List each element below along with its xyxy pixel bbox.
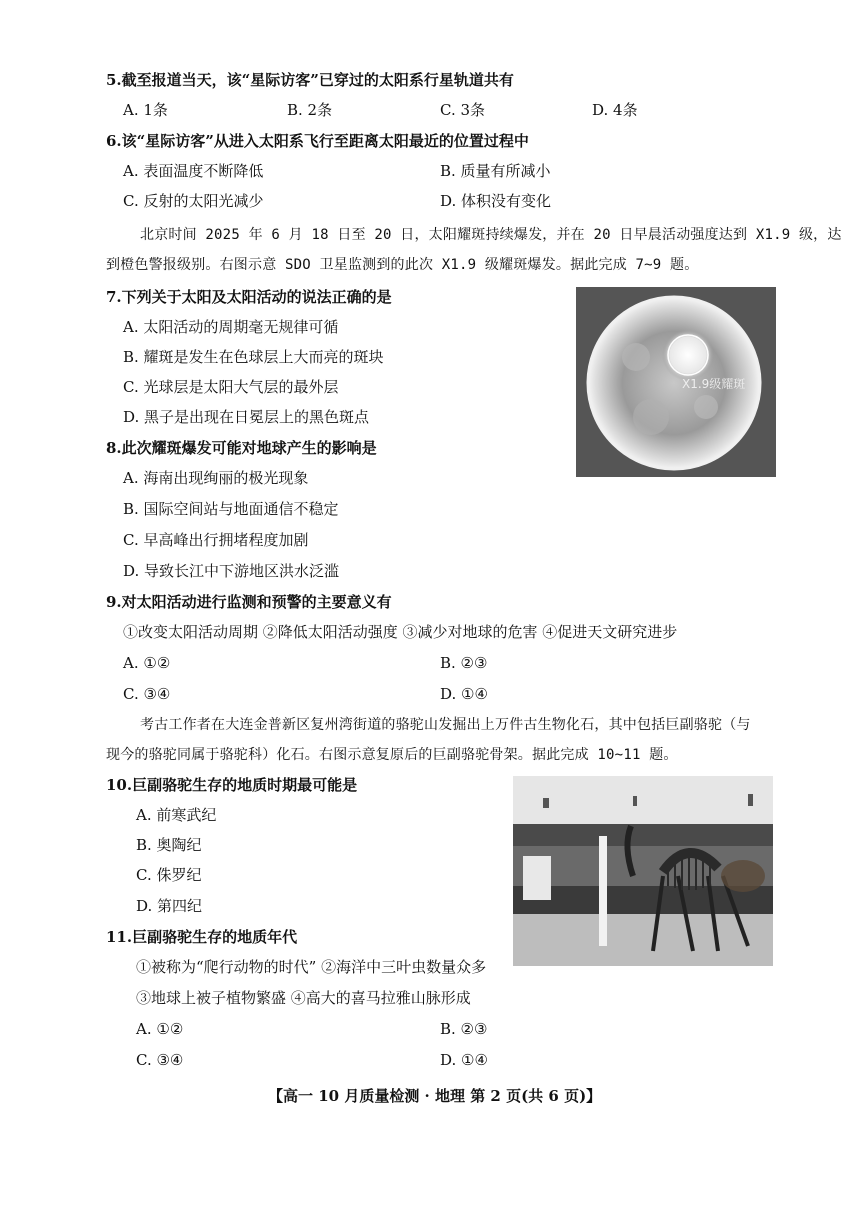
q10-option-b: B. 奥陶纪	[136, 836, 202, 854]
q7-option-d: D. 黑子是出现在日冕层上的黑色斑点	[123, 408, 370, 426]
page-footer: 【高一 10 月质量检测 · 地理 第 2 页(共 6 页)】	[268, 1087, 602, 1105]
q8-option-c: C. 早高峰出行拥堵程度加剧	[123, 531, 309, 549]
q10-option-d: D. 第四纪	[136, 897, 203, 915]
q7-option-c: C. 光球层是太阳大气层的最外层	[123, 378, 339, 396]
q11-option-a: A. ①②	[136, 1020, 184, 1038]
q6-option-c: C. 反射的太阳光减少	[123, 192, 264, 210]
q9-option-d: D. ①④	[440, 685, 488, 703]
q5-stem: 5.截至报道当天，该“星际访客”已穿过的太阳系行星轨道共有	[106, 71, 514, 89]
q6-option-b: B. 质量有所减小	[440, 162, 551, 180]
q7-option-a: A. 太阳活动的周期毫无规律可循	[123, 318, 339, 336]
q10-stem: 10.巨副骆驼生存的地质时期最可能是	[106, 776, 358, 794]
q5-option-b: B. 2条	[287, 101, 333, 119]
q9-option-c: C. ③④	[123, 685, 171, 703]
q8-option-a: A. 海南出现绚丽的极光现象	[123, 469, 309, 487]
sun-image	[576, 287, 776, 477]
passage-solar-flare-line1: 北京时间 2025 年 6 月 18 日至 20 日，太阳耀斑持续爆发，并在 20 日早晨活动强度达到 X1.9 级，达	[140, 227, 842, 243]
q11-option-c: C. ③④	[136, 1051, 184, 1069]
q5-option-a: A. 1条	[123, 101, 168, 119]
q8-option-b: B. 国际空间站与地面通信不稳定	[123, 500, 339, 518]
q8-stem: 8.此次耀斑爆发可能对地球产生的影响是	[106, 439, 377, 457]
flare-highlight	[662, 329, 714, 381]
q6-option-d: D. 体积没有变化	[440, 192, 552, 210]
q10-option-c: C. 侏罗纪	[136, 866, 202, 884]
q9-stem: 9.对太阳活动进行监测和预警的主要意义有	[106, 593, 392, 611]
q7-option-b: B. 耀斑是发生在色球层上大而亮的斑块	[123, 348, 384, 366]
q5-option-c: C. 3条	[440, 101, 486, 119]
passage-camel-line1: 考古工作者在大连金普新区复州湾街道的骆驼山发掘出上万件古生物化石，其中包括巨副骆驼（与	[140, 717, 751, 733]
camel-skeleton-image	[513, 776, 773, 966]
q9-option-a: A. ①②	[123, 654, 171, 672]
q11-option-b: B. ②③	[440, 1020, 488, 1038]
q9-statements: ①改变太阳活动周期 ②降低太阳活动强度 ③减少对地球的危害 ④促进天文研究进步	[123, 623, 678, 641]
q11-stem: 11.巨副骆驼生存的地质年代	[106, 928, 298, 946]
camel-skeleton-figure	[513, 776, 773, 966]
q11-statements-line1: ①被称为“爬行动物的时代” ②海洋中三叶虫数量众多	[136, 958, 487, 976]
flare-label: X1.9级耀斑	[682, 377, 746, 391]
q11-statements-line2: ③地球上被子植物繁盛 ④高大的喜马拉雅山脉形成	[136, 989, 471, 1007]
q9-option-b: B. ②③	[440, 654, 488, 672]
passage-solar-flare-line2: 到橙色警报级别。右图示意 SDO 卫星监测到的此次 X1.9 级耀斑爆发。据此完成 7~9 题。	[106, 257, 699, 273]
q6-option-a: A. 表面温度不断降低	[123, 162, 264, 180]
q5-option-d: D. 4条	[592, 101, 638, 119]
solar-flare-figure	[576, 287, 776, 477]
q8-option-d: D. 导致长江中下游地区洪水泛滥	[123, 562, 340, 580]
passage-camel-line2: 现今的骆驼同属于骆驼科）化石。右图示意复原后的巨副骆驼骨架。据此完成 10~11 题。	[106, 747, 678, 763]
q7-stem: 7.下列关于太阳及太阳活动的说法正确的是	[106, 288, 392, 306]
q11-option-d: D. ①④	[440, 1051, 488, 1069]
q10-option-a: A. 前寒武纪	[136, 806, 217, 824]
q6-stem: 6.该“星际访客”从进入太阳系飞行至距离太阳最近的位置过程中	[106, 132, 529, 150]
